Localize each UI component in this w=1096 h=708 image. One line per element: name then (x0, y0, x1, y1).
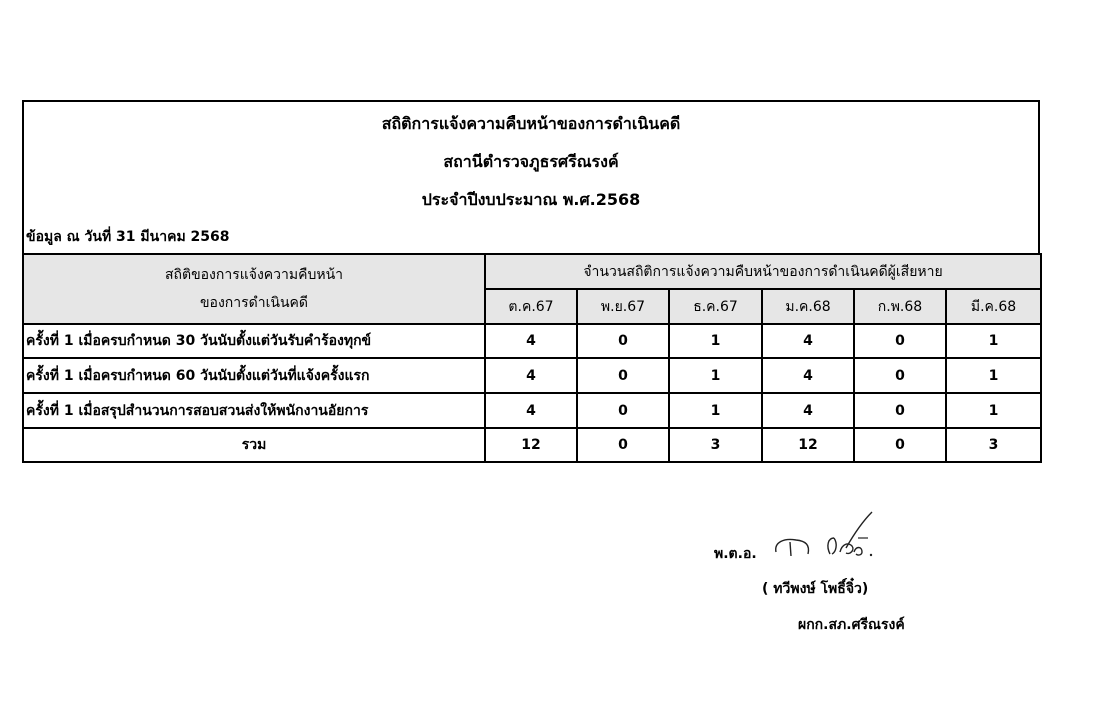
table-cell: 1 (946, 393, 1041, 428)
table-cell: 4 (485, 358, 577, 393)
as-of-date: ข้อมูล ณ วันที่ 31 มีนาคม 2568 (26, 229, 230, 245)
total-cell: 12 (762, 428, 854, 462)
table-cell: 1 (946, 324, 1041, 358)
month-header: พ.ย.67 (577, 289, 669, 324)
signatory-position: ผกก.สภ.ศรีณรงค์ (798, 617, 905, 633)
month-header: ธ.ค.67 (669, 289, 762, 324)
table-cell: 4 (485, 324, 577, 358)
total-cell: 3 (946, 428, 1041, 462)
table-cell: 1 (669, 393, 762, 428)
table-cell: 0 (854, 358, 946, 393)
month-header: ม.ค.68 (762, 289, 854, 324)
table-row (23, 358, 1041, 393)
report-title: สถิติการแจ้งความคืบหน้าของการดำเนินคดี (381, 114, 681, 133)
table-cell: 0 (854, 324, 946, 358)
signatory-name: ( ทวีพงษ์ โพธิ์จิ๋ว) (762, 581, 869, 597)
total-row (23, 428, 1041, 462)
table-row (23, 393, 1041, 428)
total-cell: 0 (577, 428, 669, 462)
statistics-table (22, 253, 1042, 463)
row-label: ครั้งที่ 1 เมื่อครบกำหนด 30 วันนับตั้งแต่วันรับคำร้องทุกข์ (23, 324, 485, 358)
table-cell: 4 (762, 358, 854, 393)
handwritten-signature (770, 508, 880, 566)
table-cell: 4 (485, 393, 577, 428)
total-cell: 0 (854, 428, 946, 462)
month-header: มี.ค.68 (946, 289, 1041, 324)
station-name: สถานีตำรวจภูธรศรีณรงค์ (443, 152, 619, 171)
table-cell: 1 (669, 324, 762, 358)
table-cell: 0 (577, 358, 669, 393)
table-cell: 0 (577, 324, 669, 358)
table-cell: 4 (762, 393, 854, 428)
total-cell: 3 (669, 428, 762, 462)
table-cell: 1 (669, 358, 762, 393)
total-cell: 12 (485, 428, 577, 462)
table-cell: 4 (762, 324, 854, 358)
report-sheet (22, 100, 1040, 463)
signatory-rank: พ.ต.อ. (714, 546, 757, 562)
fiscal-year: ประจำปีงบประมาณ พ.ศ.2568 (421, 190, 641, 209)
table-row (23, 324, 1041, 358)
left-header-line1: สถิติของการแจ้งความคืบหน้า (164, 267, 344, 283)
month-header: ต.ค.67 (485, 289, 577, 324)
total-label: รวม (23, 428, 485, 462)
group-header: จำนวนสถิติการแจ้งความคืบหน้าของการดำเนินคดีผู้เสียหาย (485, 254, 1041, 289)
row-label: ครั้งที่ 1 เมื่อสรุปสำนวนการสอบสวนส่งให้พนักงานอัยการ (23, 393, 485, 428)
left-column-header (23, 254, 485, 324)
table-cell: 1 (946, 358, 1041, 393)
month-header: ก.พ.68 (854, 289, 946, 324)
table-cell: 0 (854, 393, 946, 428)
row-label: ครั้งที่ 1 เมื่อครบกำหนด 60 วันนับตั้งแต่วันที่แจ้งครั้งแรก (23, 358, 485, 393)
report-header (22, 100, 1040, 253)
table-cell: 0 (577, 393, 669, 428)
left-header-line2: ของการดำเนินคดี (199, 295, 308, 311)
